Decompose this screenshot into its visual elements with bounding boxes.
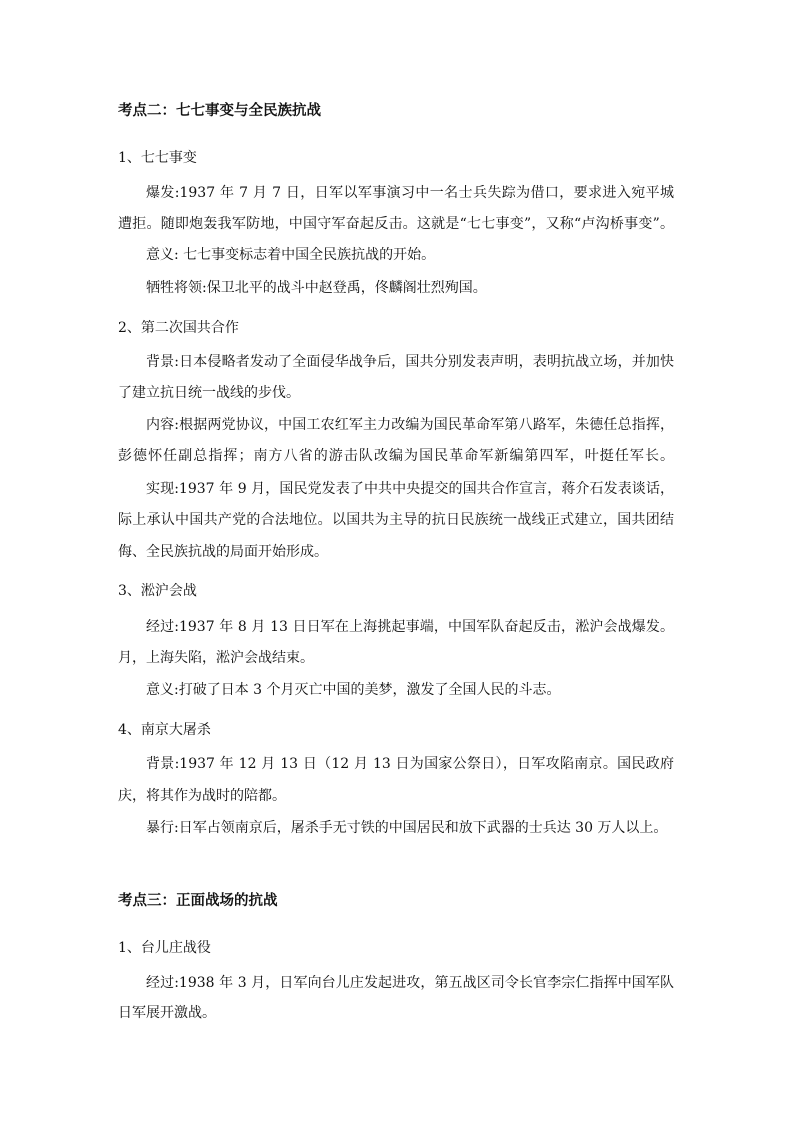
paragraph-line: 背景:1937 年 12 月 13 日（12 月 13 日为国家公祭日），日军攻陷南京。国民政府 bbox=[146, 756, 674, 772]
paragraph-line: 内容:根据两党协议，中国工农红军主力改编为国民革命军第八路军，朱德任总指挥， bbox=[146, 417, 674, 433]
paragraph-line: 侮、全民族抗战的局面开始形成。 bbox=[118, 544, 328, 560]
subsection-title: 2、第二次国共合作 bbox=[118, 320, 239, 336]
paragraph-line: 意义: 七七事变标志着中国全民族抗战的开始。 bbox=[146, 247, 436, 263]
paragraph-line: 实现:1937 年 9 月，国民党发表了中共中央提交的国共合作宣言，蒋介石发表谈话， bbox=[146, 481, 674, 497]
subsection-title: 1、台儿庄战役 bbox=[118, 940, 211, 956]
paragraph-line: 际上承认中国共产党的合法地位。以国共为主导的抗日民族统一战线正式建立，国共团结 bbox=[118, 512, 674, 528]
subsection-title: 3、淞沪会战 bbox=[118, 583, 197, 599]
paragraph-line: 了建立抗日统一战线的步伐。 bbox=[118, 385, 300, 401]
section-heading: 考点二：七七事变与全民族抗战 bbox=[118, 102, 321, 119]
paragraph-line: 意义:打破了日本 3 个月灭亡中国的美梦，激发了全国人民的斗志。 bbox=[146, 682, 561, 698]
paragraph-line: 经过:1938 年 3 月，日军向台儿庄发起进攻，第五战区司令长官李宗仁指挥中国军队 bbox=[146, 975, 674, 991]
paragraph-line: 庆，将其作为战时的陪都。 bbox=[118, 788, 286, 804]
paragraph-line: 彭德怀任副总指挥；南方八省的游击队改编为国民革命军新编第四军，叶挺任军长。 bbox=[118, 448, 674, 464]
paragraph-line: 爆发:1937 年 7 月 7 日，日军以军事演习中一名士兵失踪为借口，要求进入宛平城 bbox=[146, 185, 674, 201]
paragraph-line: 牺牲将领:保卫北平的战斗中赵登禹，佟麟阁壮烈殉国。 bbox=[146, 280, 487, 296]
paragraph-line: 经过:1937 年 8 月 13 日日军在上海挑起事端，中国军队奋起反击，淞沪会战爆发。 bbox=[146, 619, 674, 635]
subsection-title: 4、南京大屠杀 bbox=[118, 722, 211, 738]
subsection-title: 1、七七事变 bbox=[118, 150, 197, 166]
paragraph-line: 背景:日本侵略者发动了全面侵华战争后，国共分别发表声明，表明抗战立场，并加快 bbox=[146, 354, 674, 370]
paragraph-line: 遭拒。随即炮轰我军防地，中国守军奋起反击。这就是“七七事变”，又称“卢沟桥事变”。 bbox=[118, 216, 674, 232]
section-heading: 考点三：正面战场的抗战 bbox=[118, 892, 278, 909]
paragraph-line: 月，上海失陷，淞沪会战结束。 bbox=[118, 650, 314, 666]
paragraph-line: 暴行:日军占领南京后，屠杀手无寸铁的中国居民和放下武器的士兵达 30 万人以上。 bbox=[146, 820, 668, 836]
paragraph-line: 日军展开激战。 bbox=[118, 1005, 216, 1021]
